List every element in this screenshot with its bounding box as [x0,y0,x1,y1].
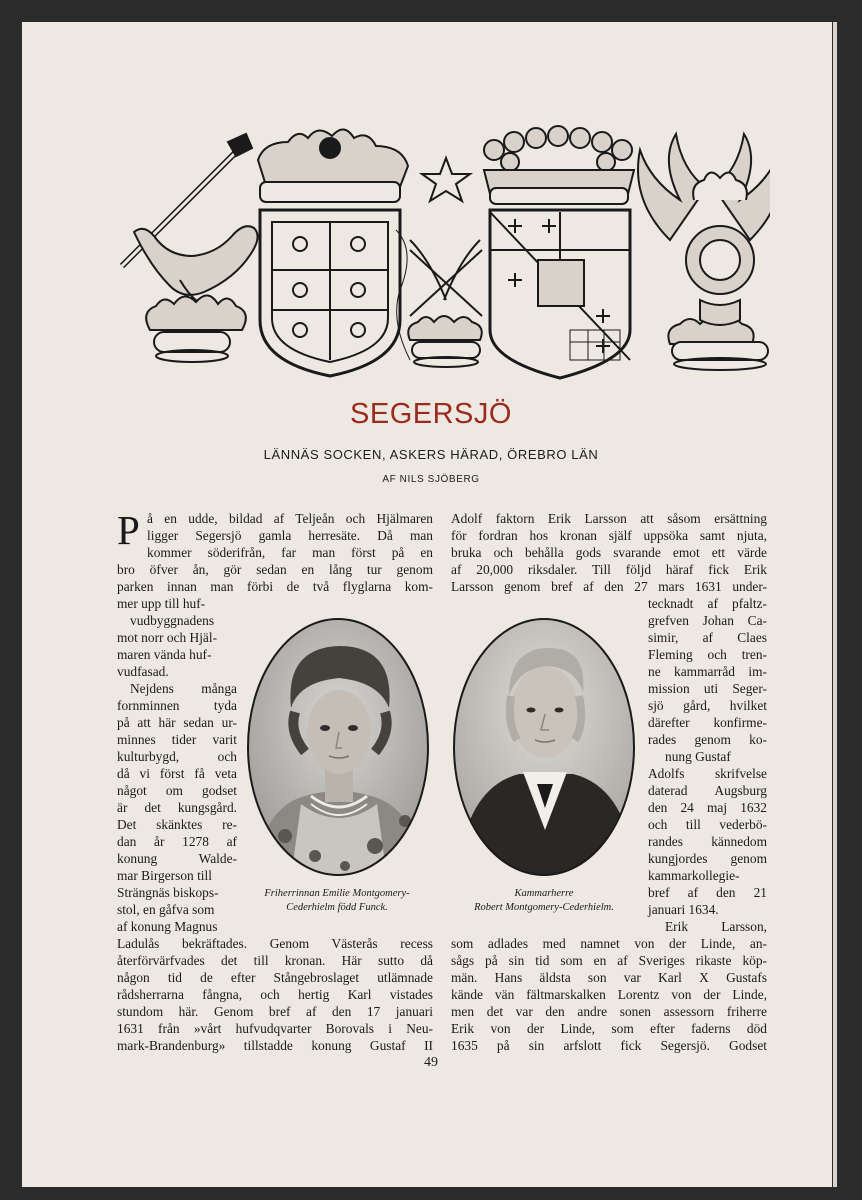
left-line: kommer söderifrån, far man först på en [147,545,433,560]
left-line: mer upp till huf- [117,596,206,611]
article-byline: AF NILS SJÖBERG [382,474,480,485]
winged-crest [638,134,770,370]
right-line: bref af den 21 [648,885,767,900]
armoured-arm-crest [122,134,258,302]
article-title: SEGERSJÖ [350,398,512,430]
left-line: mot norr och Hjäl- [117,630,218,645]
right-line: januari 1634. [648,902,719,917]
left-line: å en udde, bildad af Teljeån och Hjälmaren [147,511,433,526]
right-line: för fordran hos kronan själf uppsöka samt njuta, [451,528,767,543]
centre-crown [408,240,482,367]
left-line: på att här sedan ur- [117,715,237,730]
left-line: ligger Segersjö gamla herresäte. Då man [147,528,433,543]
man-caption-line2: Robert Montgomery-Cederhielm. [474,902,614,913]
left-line: af konung Magnus [117,919,218,934]
left-line: maren vända huf- [117,647,212,662]
man-caption-line1: Kammarherre [514,888,574,899]
right-line: Erik Larsson, [665,919,767,934]
right-line: ne kammarråd im- [648,664,767,679]
right-line: Fleming och tren- [648,647,767,662]
left-crown [146,295,246,362]
right-line: nung Gustaf [665,749,731,764]
right-line: sjö gård, hvilket [648,698,767,713]
right-line: Larsson genom bref af den 27 mars 1631 under- [451,579,767,594]
right-line: sågs på sin tid som en af Sveriges rikaste köp- [451,953,767,968]
left-line: mark-Brandenburg» tillstadde konung Gustaf II [117,1038,433,1053]
woman-caption-line1: Friherrinnan Emilie Montgomery- [264,888,410,899]
left-line: mar Birgerson till [117,868,212,883]
woman-portrait [245,616,431,878]
page-number: 49 [424,1055,438,1070]
article-subtitle: LÄNNÄS SOCKEN, ASKERS HÄRAD, ÖREBRO LÄN [263,447,599,462]
star-ornament [422,158,470,201]
left-line: vudbyggnadens [130,613,215,628]
left-line: stol, en gåfva som [117,902,215,917]
left-line: Det skänktes re- [117,817,237,832]
left-line: då vi först få veta [117,766,237,781]
right-line: mission uti Seger- [648,681,767,696]
right-line: rades genom ko- [648,732,767,747]
right-line: kungjordes genom [648,851,767,866]
left-line: parken innan man förbi de två flyglarna kom- [117,579,433,594]
left-line: Nejdens många [130,681,237,696]
right-line: simir, af Claes [648,630,767,645]
right-line: men det var den andre sonen assessorn friherre [451,1004,767,1019]
right-line: kände vän fältmarskalken Lorentz von der Linde, [451,987,767,1002]
right-line: Adolfs skrifvelse [648,766,767,781]
right-line: 1635 på sin arfslott fick Segersjö. Godset [451,1038,767,1053]
left-line: någon tid de efter Stångebroslaget utlämnade [117,970,433,985]
right-line: därefter konfirme- [648,715,767,730]
left-line: minnes tider varit [117,732,237,747]
right-line: bruka och behålla gods svarande emot ett värde [451,545,767,560]
right-line: som adlades med namnet von der Linde, an- [451,936,767,951]
left-line: Strängnäs biskops- [117,885,219,900]
man-portrait [451,616,637,878]
right-line: Erik von der Linde, som efter faderns död [451,1021,767,1036]
left-line: bro öfver ån, gör sedan en lång tur genom [117,562,433,577]
shield-crown-right [484,126,634,378]
left-line: något om godset [117,783,237,798]
right-line: den 24 maj 1632 [648,800,767,815]
left-line: fornminnen tyda [117,698,237,713]
right-line: kammarkollegie- [648,868,740,883]
right-line: daterad Augsburg [648,783,767,798]
right-line: grefven Johan Ca- [648,613,767,628]
left-line: dan år 1278 af [117,834,237,849]
left-line: vudfasad. [117,664,169,679]
right-line: af 20,000 riksdaler. Till följd häraf fick Erik [451,562,767,577]
left-line: konung Walde- [117,851,237,866]
left-line: är det kungsgård. [117,800,237,815]
heraldry-illustration [110,120,770,390]
right-line: män. Hans äldsta son var Karl X Gustafs [451,970,767,985]
left-line: Ladulås bekräftades. Genom Västerås recess [117,936,433,951]
woman-caption-line2: Cederhielm född Funck. [286,902,388,913]
right-line: tecknadt af pfaltz- [648,596,767,611]
drop-cap: P [117,507,140,553]
left-line: stundom här. Genom bref af den 17 januari [117,1004,433,1019]
shield-crown-left [258,129,410,376]
page-edge [833,22,837,1187]
left-line: rådsherrarna fångna, och hertig Karl vistades [117,987,433,1002]
right-line: Adolf faktorn Erik Larsson att såsom ersättning [451,511,767,526]
left-line: 1631 från »vårt hufvudqvarter Borovals i Neu- [117,1021,433,1036]
right-line: randes kännedom [648,834,767,849]
left-line: återförvärfvades det till kronan. Här sutto då [117,953,433,968]
right-line: och till vederbö- [648,817,767,832]
left-line: kulturbygd, och [117,749,237,764]
